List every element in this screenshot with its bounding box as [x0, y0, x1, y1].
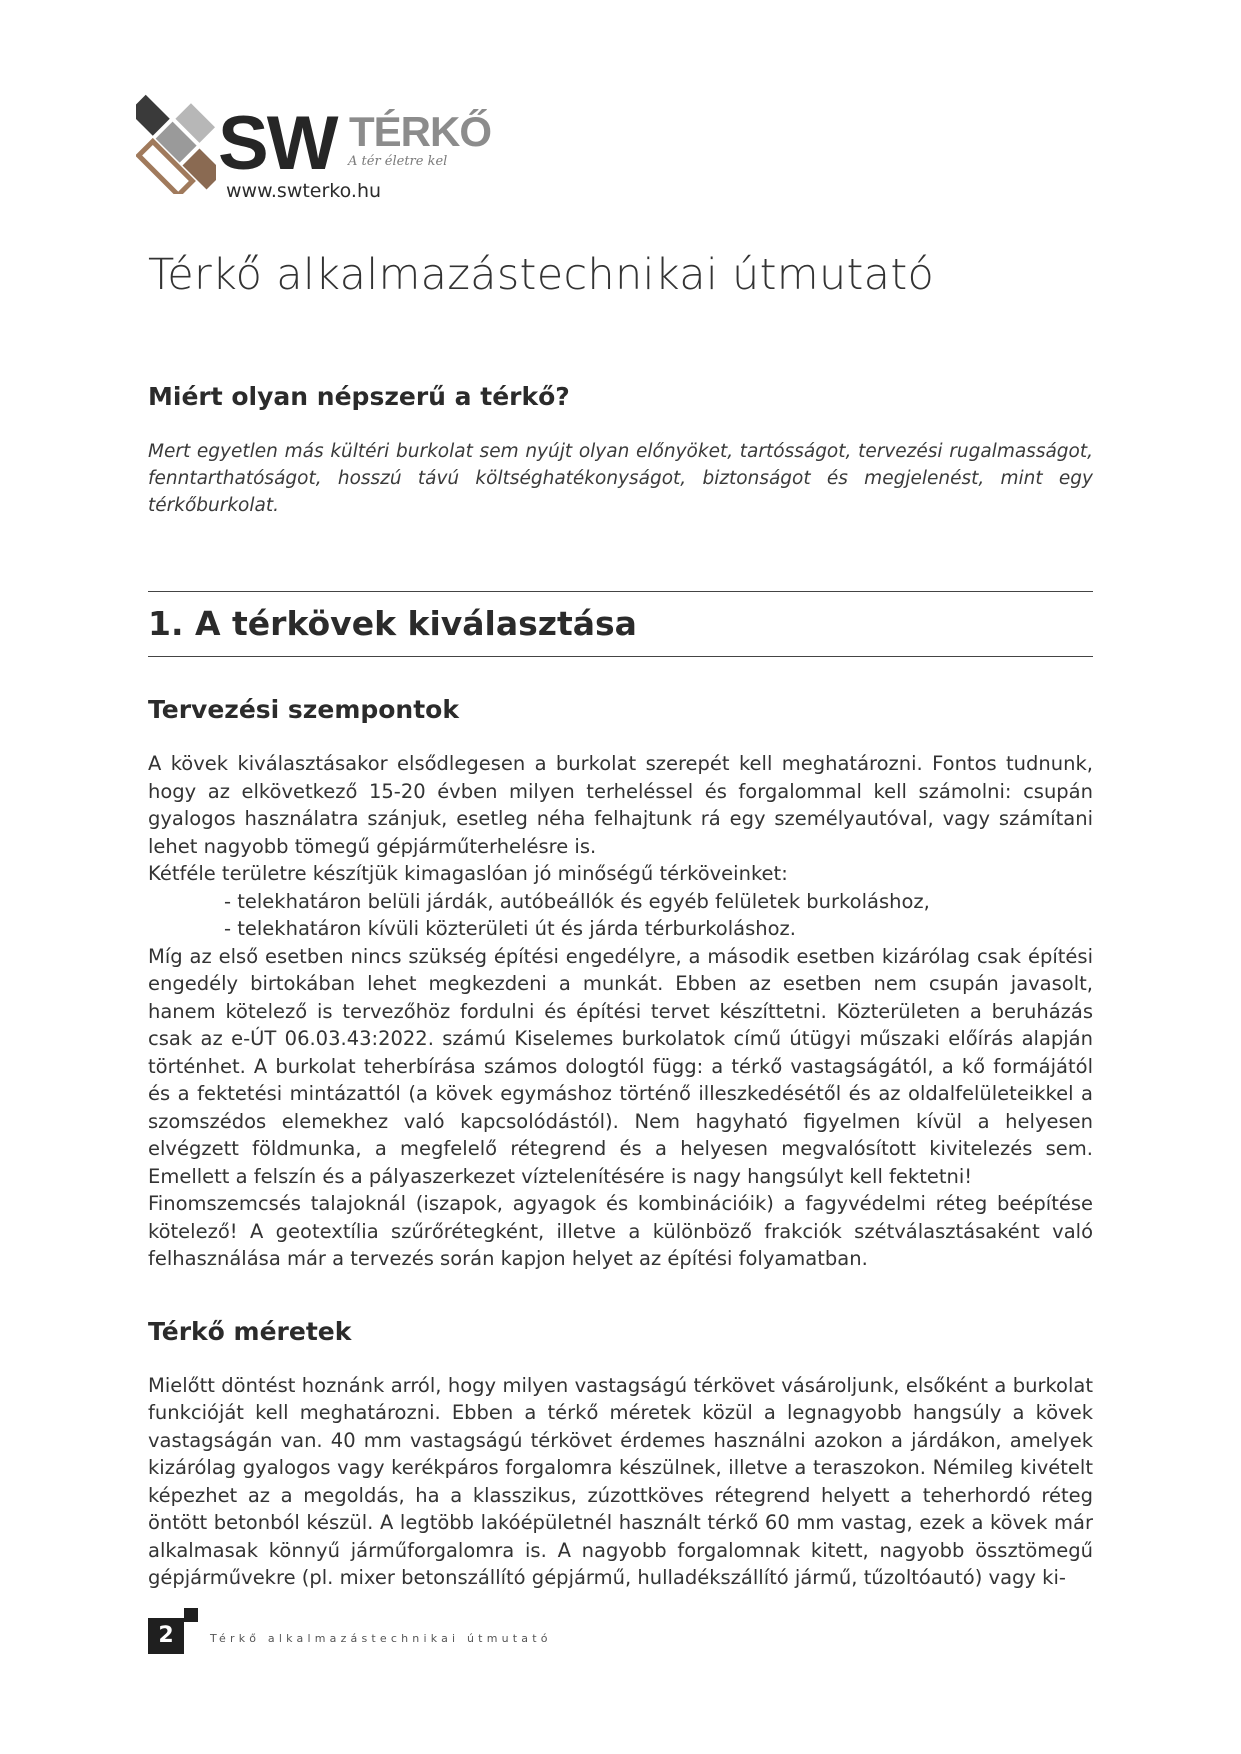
- why-heading: Miért olyan népszerű a térkő?: [148, 381, 570, 411]
- page-title: Térkő alkalmazástechnikai útmutató: [148, 250, 935, 300]
- section-title: 1. A térkövek kiválasztása: [148, 603, 637, 643]
- page-content: [148, 250, 1093, 1592]
- page-number: 2: [148, 1618, 184, 1654]
- sizes-para-1: Mielőtt döntést hoznánk arról, hogy milyen vastagságú térkövet vásároljunk, elsőként a burkolat funkcióját kell meghatározni. Ebben a térkő méretek közül a legnagyobb hangsúly a kövek vastagságán van. 40 mm vastagságú térkövet érdemes használni azokon a járdákon, amelyek kizárólag gyalogos vagy kerékpáros forgalomra készülnek, illetve a teraszokon. Némileg kivételt képezhet az a megoldás, ha a klasszikus, zúzottköves rétegrend helyett a teherhordó réteg öntött betonból készül. A legtöbb lakóépületnél használt térkő 60 mm vastag, ezek a kövek már alkalmasak könnyű járműforgalomra is. A nagyobb forgalomnak kitett, nagyobb össztömegű gépjárművekre (pl. mixer betonszállító gépjármű, hulladékszállító jármű, tűzoltóautó) vagy ki-: [148, 1373, 1093, 1590]
- running-title: Térkő alkalmazástechnikai útmutató: [210, 1632, 552, 1645]
- sizes-heading: Térkő méretek: [148, 1316, 352, 1346]
- list-item: - telekhatáron kívüli közterületi út és járda térburkoláshoz.: [224, 917, 796, 941]
- brand-url[interactable]: www.swterko.hu: [226, 180, 382, 202]
- page-footer: [148, 1608, 748, 1648]
- brand-product: TÉRKŐ: [349, 108, 491, 155]
- brand-tagline: A tér életre kel: [348, 154, 448, 169]
- why-text: Mert egyetlen más kültéri burkolat sem nyújt olyan előnyöket, tartósságot, tervezési rugalmasságot, fenntarthatóságot, hosszú távú költséghatékonyságot, biztonságot és megjelenést, mint egy térkőburkolat.: [148, 440, 1093, 516]
- design-para-4: Finomszemcsés talajoknál (iszapok, agyagok és kombinációik) a fagyvédelmi réteg beépítése kötelező! A geotextília szűrőrétegként, illetve a különböző frakciók szétválasztásaként való felhasználása már a tervezés során kapjon helyet az építési folyamatban.: [148, 1192, 1093, 1271]
- page-number-corner: [184, 1608, 198, 1622]
- design-heading: Tervezési szempontok: [148, 695, 459, 725]
- brand-name: SW: [218, 101, 337, 186]
- design-para-3: Míg az első esetben nincs szükség építési engedélyre, a második esetben kizárólag csak építési engedély birtokában lehet megkezdeni a munkát. Ebben az esetben nem csupán javasolt, hanem kötelező is tervezőhöz fordulni és építési tervet készíttetni. Közterületen a beruházás csak az e-ÚT 06.03.43:2022. számú Kiselemes burkolatok című útügyi műszaki előírás alapján történhet. A burkolat teherbírása számos dologtól függ: a térkő vastagságától, a kő formájától és a fektetési mintázattól (a kövek egymáshoz történő illeszkedésétől és az oldalfelületeikkel a szomszédos elemekhez való kapcsolódástól). Nem hagyható figyelmen kívül a helyesen elvégzett földmunka, a megfelelő rétegrend és a helyesen megvalósított kivitelezés sem. Emellett a felszín és a pályaszerkezet víztelenítésére is nagy hangsúlyt kell fektetni!: [148, 944, 1093, 1188]
- list-item: - telekhatáron belüli járdák, autóbeállók és egyéb felületek burkoláshoz,: [224, 889, 930, 913]
- logo-mark-icon: [136, 84, 216, 194]
- design-para-2: Kétféle területre készítjük kimagaslóan jó minőségű térköveinket:: [148, 862, 788, 886]
- brand-logo: [136, 84, 496, 204]
- design-para-1: A kövek kiválasztásakor elsődlegesen a burkolat szerepét kell meghatározni. Fontos tudnunk, hogy az elkövetkező 15-20 évben milyen terheléssel és forgalommal kell számolni: csupán gyalogos használatra szánjuk, esetleg néha felhajtunk rá egy személyautóval, vagy számítani lehet nagyobb tömegű gépjárműterhelésre is.: [148, 752, 1093, 858]
- design-bullet-list: [148, 888, 1093, 943]
